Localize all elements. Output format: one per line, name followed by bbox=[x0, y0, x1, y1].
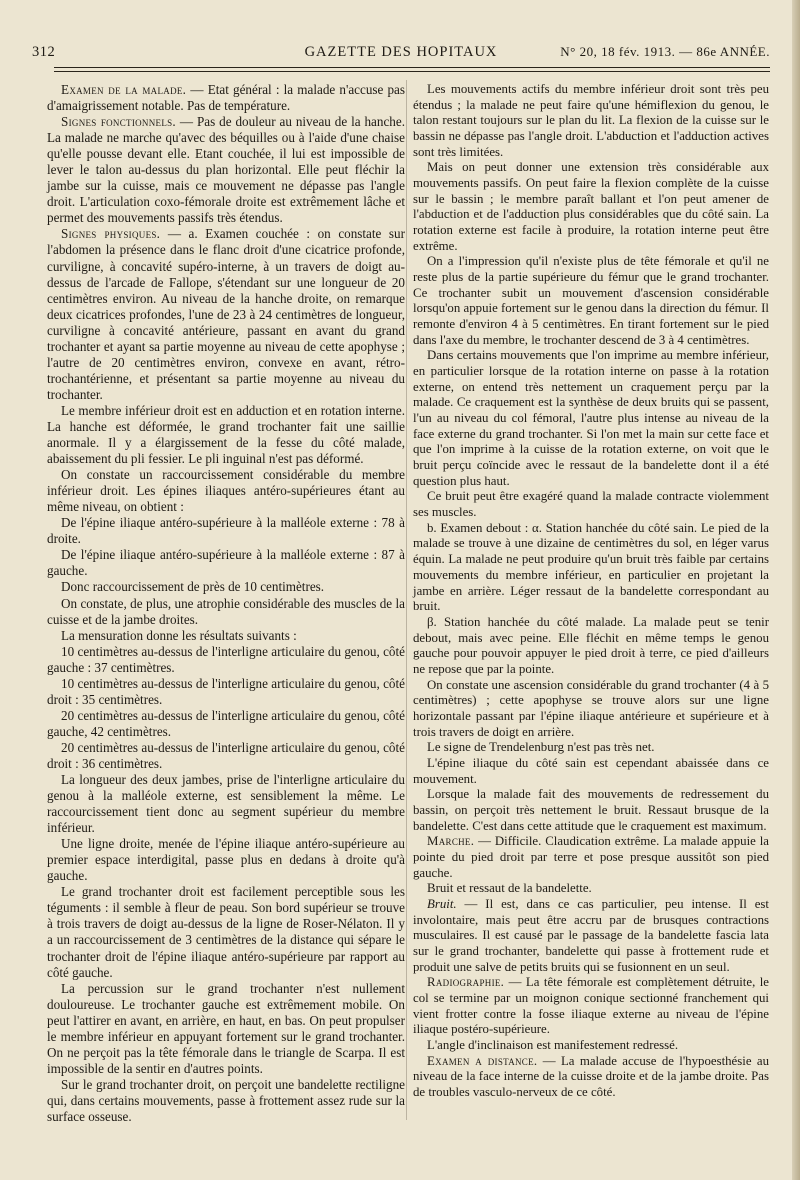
paragraph bbox=[47, 772, 405, 836]
paragraph-text: 10 centimètres au-dessus de l'interligne articulaire du genou, côté droit : 35 centimètres. bbox=[47, 675, 405, 707]
page-header bbox=[32, 40, 770, 64]
header-rule-thin bbox=[54, 71, 770, 72]
paragraph-text: — Il est, dans ce cas particulier, peu intense. Il est involontaire, mais peut être accru par de brusques contractions musculaires. Il est causé par le passage de la bandelette fascia lata sur le grand trochanter, bandelette qui passe à frottement rude et produit une salve de petits bruits qui se fusionnent en un seul. bbox=[413, 896, 769, 974]
paragraph-text: L'épine iliaque du côté sain est cependant abaissée dans ce mouvement. bbox=[413, 755, 769, 786]
section-lead: Examen de la malade. bbox=[61, 82, 187, 97]
paragraph bbox=[47, 740, 405, 772]
paragraph-text: On constate, de plus, une atrophie considérable des muscles de la cuisse et de la jambe droites. bbox=[47, 595, 405, 627]
issue-info: N° 20, 18 fév. 1913. — 86e ANNÉE. bbox=[560, 44, 770, 59]
paragraph-text: — Difficile. Claudication extrême. La malade appuie la pointe du pied droit par terre et pose presque aussitôt son pied gauche. bbox=[413, 834, 769, 880]
right-column bbox=[413, 82, 769, 1101]
paragraph bbox=[47, 628, 405, 644]
paragraph bbox=[413, 348, 769, 489]
paragraph-text: — La malade accuse de l'hypoesthésie au niveau de la face interne de la cuisse droite et de la jambe droite. Pas de troubles vasculo-nerveux de ce côté. bbox=[413, 1053, 769, 1099]
left-column bbox=[47, 82, 405, 1125]
paragraph-text: Sur le grand trochanter droit, on perçoit une bandelette rectiligne qui, dans certains mouvements, passe à frottement assez rude sur la surface osseuse. bbox=[47, 1076, 405, 1124]
paragraph-text: Donc raccourcissement de près de 10 centimètres. bbox=[61, 579, 325, 595]
paragraph bbox=[47, 547, 405, 579]
paragraph bbox=[47, 114, 405, 226]
paragraph bbox=[47, 226, 405, 403]
paragraph bbox=[47, 515, 405, 547]
paragraph bbox=[47, 836, 405, 884]
paragraph bbox=[47, 1077, 405, 1125]
paragraph-text: De l'épine iliaque antéro-supérieure à la malléole externe : 87 à gauche. bbox=[47, 547, 405, 579]
paragraph-text: Le signe de Trendelenburg n'est pas très net. bbox=[427, 740, 655, 755]
paragraph-text: — La tête fémorale est complètement détruite, le col se termine par un moignon conique sectionné franchement qui vient frotter contre la fosse iliaque externe au niveau de l'épine iliaque postéro-supérieure. bbox=[413, 975, 769, 1037]
paragraph-text: 20 centimètres au-dessus de l'interligne articulaire du genou, côté droit : 36 centimètres. bbox=[47, 739, 405, 771]
paragraph-text: — Pas de douleur au niveau de la hanche. La malade ne marche qu'avec des béquilles ou à l'aide d'une chaise qu'elle pousse devant elle. Etant couchée, il lui est impossible de lever le talon au-dessus du plan horizontal. Elle peut fléchir la jambe sur la cuisse, mais ce mouvement ne dépasse pas l'angle droit. L'articulation coxo-fémorale droite est extrêmement lâche et permet des mouvements passifs très étendus. bbox=[47, 114, 405, 226]
paragraph-text: Les mouvements actifs du membre inférieur droit sont très peu étendus ; la malade ne peut faire qu'une hémiflexion du genou, le talon restant toujours sur le plan du lit. La flexion de la cuisse sur le bassin ne dépasse pas l'angle droit. L'abduction et l'adduction actives sont très limitées. bbox=[413, 82, 769, 159]
paragraph-text: Bruit et ressaut de la bandelette. bbox=[427, 881, 592, 896]
paragraph bbox=[413, 740, 769, 756]
section-lead: Signes fonctionnels. bbox=[61, 114, 177, 130]
paragraph-text: La longueur des deux jambes, prise de l'interligne articulaire du genou à la malléole externe, est sensiblement la même. Le raccourcissement tient donc au segment supérieur du membre inférieur. bbox=[47, 772, 405, 836]
paragraph bbox=[413, 787, 769, 834]
paragraph bbox=[413, 756, 769, 787]
paragraph-text: La mensuration donne les résultats suivants : bbox=[61, 627, 297, 643]
paragraph-text: La percussion sur le grand trochanter n'est nullement douloureuse. Le trochanter gauche est extrêmement mobile. On peut l'attirer en avant, en arrière, en haut, en bas. On peut propulser le membre inférieur en appuyant fortement sur le grand trochanter. On ne perçoit pas la tête fémorale dans le triangle de Scarpa. Il est impossible de la sentir en d'autres points. bbox=[47, 980, 405, 1076]
page-edge bbox=[792, 0, 800, 1180]
section-lead: Examen a distance. bbox=[427, 1053, 538, 1068]
paragraph bbox=[413, 897, 769, 975]
paragraph-text: On a l'impression qu'il n'existe plus de tête fémorale et qu'il ne reste plus de la partie supérieure du fémur que le grand trochanter. Ce trochanter subit un mouvement d'ascension considérable lorsqu'on appuie fortement sur le genou dans la direction du fémur. Il remonte d'environ 4 à 5 centimètres. En tirant fortement sur le pied dans l'axe du membre, le trochanter descend de 3 à 4 centimètres. bbox=[413, 254, 769, 347]
paragraph bbox=[47, 644, 405, 676]
paragraph-text: b. Examen debout : α. Station hanchée du côté sain. Le pied de la malade se trouve à une dizaine de centimètres du sol, en léger varus équin. La malade ne peut produire qu'un bruit très faible par certains mouvements du membre inférieur, en particulier en projetant la jambe en arrière. Léger ressaut de la bandelette correspondant au bruit. bbox=[413, 520, 769, 614]
paragraph bbox=[413, 1054, 769, 1101]
paragraph-text: L'angle d'inclinaison est manifestement redressé. bbox=[427, 1037, 679, 1052]
paragraph bbox=[413, 521, 769, 615]
paragraph bbox=[413, 834, 769, 881]
paragraph-text: Lorsque la malade fait des mouvements de redressement du bassin, on perçoit très nettement le bruit. Ressaut brusque de la bandelette. C'est dans cette attitude que le craquement est maximum. bbox=[413, 787, 769, 833]
paragraph bbox=[47, 884, 405, 980]
paragraph bbox=[47, 403, 405, 467]
paragraph bbox=[47, 596, 405, 628]
paragraph bbox=[413, 160, 769, 254]
section-lead: Radiographie. bbox=[427, 975, 505, 990]
paragraph-text: — a. Examen couchée : on constate sur l'abdomen la présence dans le flanc droit d'une cicatrice profonde, curviligne, à concavité supéro-interne, à un travers de doigt au-dessus de l'arcade de Fallope, s'étendant sur une longueur de 20 centimètres environ. Au niveau de la hanche droite, on remarque deux cicatrices profondes, l'une de 23 à 24 centimètres de longueur, curviligne à concavité antérieure, passant en avant du grand trochanter et ayant sa partie moyenne au niveau de cette apophyse ; l'autre de 20 centimètres environ, convexe en avant, rétro-trochantérienne, et présentant sa partie moyenne au niveau du trochanter. bbox=[47, 226, 405, 402]
paragraph bbox=[413, 975, 769, 1038]
paragraph-text: On constate une ascension considérable du grand trochanter (4 à 5 centimètres) ; cette apophyse se trouve alors sur une ligne horizontale passant par l'épine iliaque antérieure et supérieure et à trois travers de doigt en arrière. bbox=[413, 677, 769, 739]
paragraph-text: 10 centimètres au-dessus de l'interligne articulaire du genou, côté gauche : 37 centimètres. bbox=[47, 643, 405, 675]
paragraph-text: Ce bruit peut être exagéré quand la malade contracte violemment ses muscles. bbox=[413, 489, 769, 520]
paragraph-text: De l'épine iliaque antéro-supérieure à la malléole externe : 78 à droite. bbox=[47, 515, 405, 547]
italic-lead: Bruit. bbox=[427, 896, 457, 911]
paragraph bbox=[413, 489, 769, 520]
paragraph bbox=[47, 981, 405, 1077]
column-divider bbox=[406, 80, 407, 1120]
paragraph-text: β. Station hanchée du côté malade. La malade peut se tenir debout, mais avec peine. Elle fléchit en même temps le genou gauche pour pouvoir appuyer le pied droit à terre, ce pied d'ailleurs ne repose que par la pointe. bbox=[413, 614, 769, 676]
paragraph bbox=[413, 881, 769, 897]
section-lead: Signes physiques. bbox=[61, 226, 161, 242]
paragraph-text: On constate un raccourcissement considérable du membre inférieur droit. Les épines iliaques antéro-supérieures étant au même niveau, on obtient : bbox=[47, 467, 405, 515]
paragraph bbox=[47, 708, 405, 740]
paragraph bbox=[413, 82, 769, 160]
paragraph bbox=[47, 579, 405, 595]
paragraph-text: — Etat général : la malade n'accuse pas d'amaigrissement notable. Pas de température. bbox=[47, 82, 405, 114]
paragraph-text: 20 centimètres au-dessus de l'interligne articulaire du genou, côté gauche, 42 centimètres. bbox=[47, 707, 405, 739]
paragraph bbox=[47, 676, 405, 708]
paragraph bbox=[413, 678, 769, 741]
paragraph bbox=[47, 82, 405, 114]
paragraph-text: Dans certains mouvements que l'on imprime au membre inférieur, en particulier lorsque de la rotation interne on passe à la rotation externe, on entend très nettement un craquement perçu par la malade. Ce craquement est la synthèse de deux bruits qui se passent, l'un au niveau du col fémoral, l'autre plus intense au niveau de la face externe du grand trochanter. Si l'on met la main sur cette face et que l'on imprime à la cuisse de la rotation externe, on voit que le bruit perçu coïncide avec le ressaut de la bandelette dont il a été question plus haut. bbox=[413, 348, 769, 488]
paragraph bbox=[413, 615, 769, 678]
header-rule bbox=[54, 67, 770, 68]
section-lead: Marche. bbox=[427, 834, 475, 849]
paragraph-text: Une ligne droite, menée de l'épine iliaque antéro-supérieure au premier espace interdigital, passe plus en dedans à droite qu'à gauche. bbox=[47, 836, 405, 884]
paragraph bbox=[47, 467, 405, 515]
paragraph-text: Le membre inférieur droit est en adduction et en rotation interne. La hanche est déformée, le grand trochanter fait une saillie anormale. Il y a élargissement de la fesse du côté malade, abaissement du pli fessier. Le pli inguinal n'est pas déformé. bbox=[47, 402, 405, 467]
paragraph bbox=[413, 1038, 769, 1054]
paragraph-text: Mais on peut donner une extension très considérable aux mouvements passifs. On peut faire la flexion complète de la cuisse sur le bassin ; le membre paraît ballant et l'on peut amener de l'abduction et de l'adduction plus considérables que du côté sain. La rotation externe est facile à produire, la rotation interne peut être extrême. bbox=[413, 160, 769, 253]
journal-title: GAZETTE DES HOPITAUX bbox=[304, 44, 498, 60]
page-number: 312 bbox=[32, 44, 56, 60]
paragraph-text: Le grand trochanter droit est facilement perceptible sous les téguments : il semble à fleur de peau. Son bord supérieur se trouve à trois travers de doigt au-dessus de la ligne de Roser-Nélaton. Il y a un raccourcissement de 3 centimètres de la distance qui sépare le trochanter droit de l'épine iliaque antéro-supérieure par rapport au côté gauche. bbox=[47, 884, 405, 980]
paragraph bbox=[413, 254, 769, 348]
